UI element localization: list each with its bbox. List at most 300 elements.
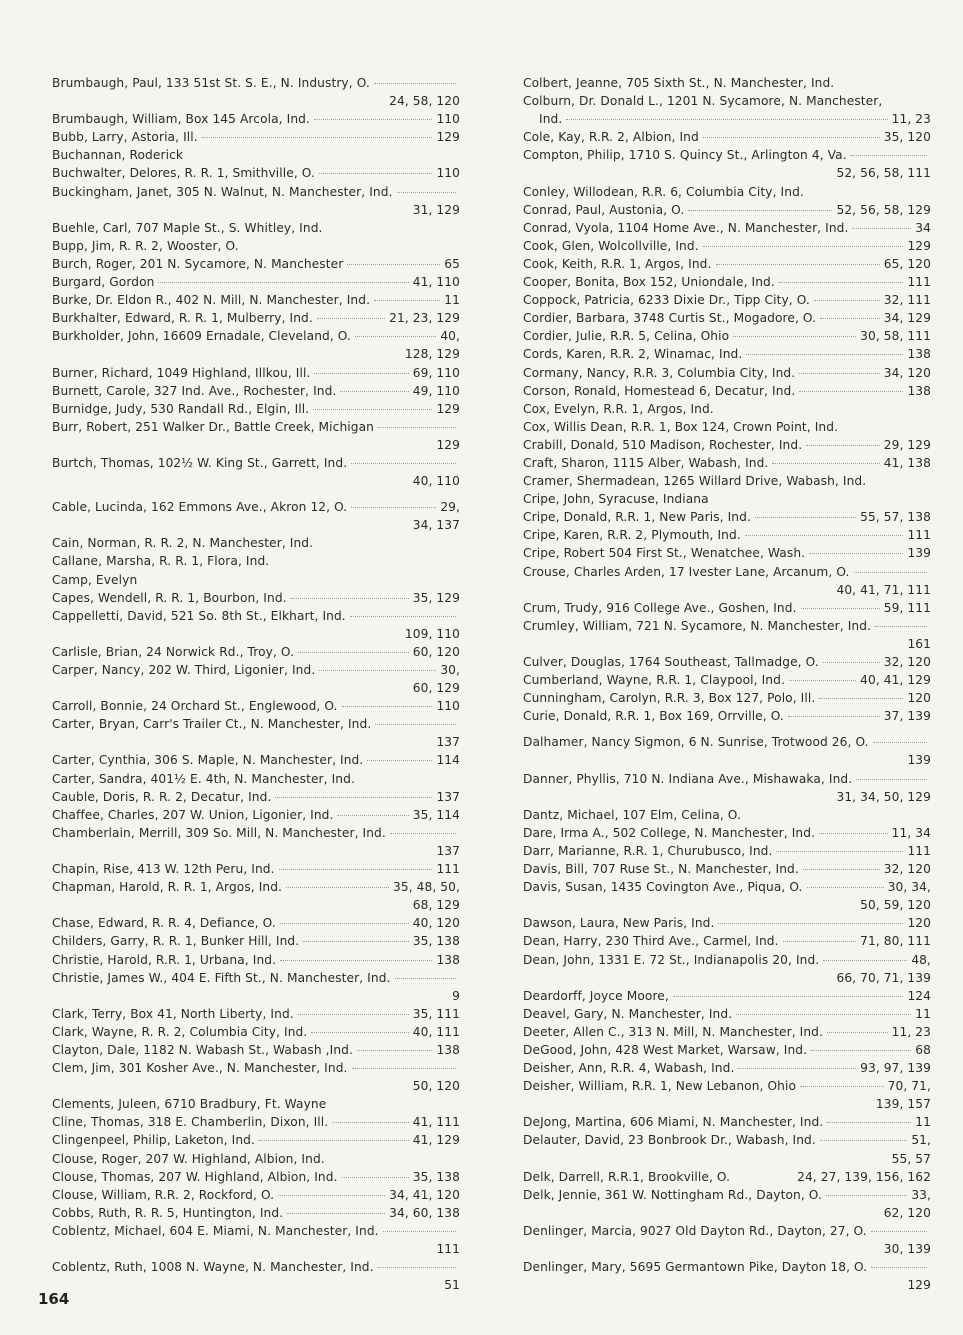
- entry-pages: 60, 120: [412, 644, 460, 659]
- entry-pages: 24, 27, 139, 156, 162: [797, 1169, 931, 1184]
- entry-line: [52, 237, 460, 255]
- entry-name: Coblentz, Michael, 604 E. Miami, N. Manchester, Ind.: [52, 1223, 379, 1238]
- entry-name: Cook, Glen, Wolcollville, Ind.: [523, 238, 699, 253]
- entry-line: [52, 255, 460, 273]
- index-entry: [523, 526, 931, 544]
- entry-name: Compton, Philip, 1710 S. Quincy St., Arlington 4, Va.: [523, 148, 847, 163]
- entry-line: [52, 770, 460, 788]
- entry-pages-continued: 31, 34, 50, 129: [836, 789, 931, 804]
- leader-dots: [799, 373, 880, 374]
- entry-name: Burr, Robert, 251 Walker Dr., Battle Creek, Michigan: [52, 419, 374, 434]
- leader-dots: [202, 137, 433, 138]
- index-entry: [523, 146, 931, 182]
- entry-pages-continued: 129: [436, 437, 460, 452]
- entry-line: [52, 534, 460, 552]
- entry-name: Conrad, Paul, Austonia, O.: [523, 202, 685, 217]
- leader-dots: [871, 1267, 927, 1268]
- entry-line: [52, 1041, 460, 1059]
- leader-dots: [317, 318, 385, 319]
- entry-pages: 41, 138: [883, 455, 931, 470]
- leader-dots: [733, 336, 856, 337]
- entry-name: Cole, Kay, R.R. 2, Albion, Ind: [523, 130, 699, 145]
- entry-pages-continued: 68, 129: [412, 898, 460, 913]
- leader-dots: [820, 1140, 907, 1141]
- leader-dots: [716, 264, 880, 265]
- entry-pages: 129: [436, 130, 460, 145]
- entry-name: DeJong, Martina, 606 Miami, N. Manchester, Ind.: [523, 1115, 824, 1130]
- entry-pages: 138: [436, 952, 460, 967]
- index-entry: [523, 689, 931, 707]
- entry-pages: 37, 139: [883, 709, 931, 724]
- entry-name: Buehle, Carl, 707 Maple St., S. Whitley, Ind.: [52, 220, 323, 235]
- entry-pages: 34, 120: [883, 365, 931, 380]
- entry-pages: 114: [436, 753, 460, 768]
- leader-dots: [332, 1122, 409, 1123]
- entry-line: [523, 824, 931, 842]
- entry-line: [523, 1113, 931, 1131]
- index-entry: [52, 552, 460, 570]
- index-entry: [52, 1023, 460, 1041]
- entry-name: Cook, Keith, R.R. 1, Argos, Ind.: [523, 256, 712, 271]
- leader-dots: [378, 1267, 456, 1268]
- leader-dots: [367, 760, 432, 761]
- entry-name: Brumbaugh, Paul, 133 51st St. S. E., N. Industry, O.: [52, 76, 370, 90]
- index-entry: [52, 1041, 460, 1059]
- entry-line: [52, 914, 460, 932]
- entry-pages: 49, 110: [412, 383, 460, 398]
- index-entry: [523, 842, 931, 860]
- entry-pages-continued: 128, 129: [404, 347, 460, 362]
- entry-name: Dare, Irma A., 502 College, N. Manchester, Ind.: [523, 825, 816, 840]
- entry-name: Conley, Willodean, R.R. 6, Columbia City, Ind.: [523, 184, 804, 199]
- entry-name: Burch, Roger, 201 N. Sycamore, N. Manchester: [52, 256, 344, 271]
- entry-line: [52, 751, 460, 769]
- entry-name: Colburn, Dr. Donald L., 1201 N. Sycamore, N. Manchester,: [523, 94, 883, 109]
- entry-line: [52, 1258, 460, 1276]
- entry-continuation-text: Ind.: [539, 112, 563, 127]
- index-entry: [523, 255, 931, 273]
- entry-line: [523, 128, 931, 146]
- leader-dots: [806, 445, 880, 446]
- entry-line: [523, 146, 931, 164]
- entry-line: [523, 860, 931, 878]
- entry-line: [52, 1222, 460, 1240]
- entry-name: Delauter, David, 23 Bonbrook Dr., Wabash, Ind.: [523, 1133, 816, 1148]
- index-entry: [523, 508, 931, 526]
- entry-line: [523, 490, 931, 508]
- leader-dots: [799, 391, 903, 392]
- index-entry: [523, 418, 931, 436]
- entry-name: Clem, Jim, 301 Kosher Ave., N. Manchester, Ind.: [52, 1061, 348, 1076]
- entry-name: Carper, Nancy, 202 W. Third, Ligonier, Ind.: [52, 663, 316, 677]
- entry-line: [523, 201, 931, 219]
- entry-continuation: [523, 110, 931, 128]
- leader-dots: [313, 409, 432, 410]
- entry-pages-continued: 24, 58, 120: [389, 94, 460, 109]
- index-entry: [52, 1258, 460, 1294]
- index-entry: [52, 146, 460, 164]
- index-entry: [523, 932, 931, 950]
- entry-line: [523, 617, 931, 635]
- index-entry: [52, 1005, 460, 1023]
- entry-pages-continued: 111: [436, 1242, 460, 1256]
- entry-pages: 137: [436, 789, 460, 804]
- leader-dots: [291, 598, 409, 599]
- entry-line: [52, 74, 460, 92]
- entry-pages: 40, 41, 129: [860, 673, 931, 688]
- leader-dots: [819, 698, 903, 699]
- entry-line: [523, 1222, 931, 1240]
- index-entry: [523, 707, 931, 725]
- entry-name: Cauble, Doris, R. R. 2, Decatur, Ind.: [52, 789, 272, 804]
- entry-name: Cordier, Barbara, 3748 Curtis St., Mogadore, O.: [523, 311, 817, 326]
- index-entry: [52, 1059, 460, 1095]
- entry-line: [523, 671, 931, 689]
- entry-line: [523, 1023, 931, 1041]
- entry-name: Crum, Trudy, 916 College Ave., Goshen, Ind.: [523, 600, 797, 615]
- entry-line: [52, 327, 460, 345]
- entry-line: [52, 498, 460, 516]
- index-entry: [523, 1113, 931, 1131]
- entry-line: [52, 715, 460, 733]
- entry-line: [52, 589, 460, 607]
- entry-line: [523, 599, 931, 617]
- entry-line: [52, 1150, 460, 1168]
- entry-pages: 110: [436, 112, 460, 127]
- leader-dots: [746, 354, 903, 355]
- entry-name: Curie, Donald, R.R. 1, Box 169, Orrville, O.: [523, 709, 784, 724]
- index-entry: [523, 1186, 931, 1222]
- entry-name: Deisher, William, R.R. 1, New Lebanon, Ohio: [523, 1079, 797, 1094]
- entry-line: [523, 987, 931, 1005]
- entry-pages-continued: 34, 137: [412, 518, 460, 533]
- index-entry: [52, 454, 460, 490]
- leader-dots: [814, 300, 880, 301]
- entry-pages: 11: [915, 1006, 931, 1021]
- entry-pages: 34, 129: [883, 311, 931, 326]
- entry-pages-continued: 60, 129: [412, 681, 460, 696]
- leader-dots: [278, 1195, 385, 1196]
- leader-dots: [856, 779, 927, 780]
- index-entry: [52, 1186, 460, 1204]
- index-entry: [523, 1005, 931, 1023]
- index-entry: [52, 1150, 460, 1168]
- index-entry: [523, 617, 931, 653]
- index-entry: [52, 824, 460, 860]
- entry-name: Davis, Susan, 1435 Covington Ave., Piqua, O.: [523, 880, 803, 895]
- entry-name: Dawson, Laura, New Paris, Ind.: [523, 916, 715, 931]
- entry-name: Buchannan, Roderick: [52, 148, 184, 163]
- leader-dots: [803, 869, 880, 870]
- entry-line: [523, 878, 931, 896]
- leader-dots: [259, 1140, 409, 1141]
- entry-pages: 52, 56, 58, 129: [836, 202, 931, 217]
- index-entry: [52, 697, 460, 715]
- entry-name: Buchwalter, Delores, R. R. 1, Smithville, O.: [52, 166, 315, 181]
- leader-dots: [280, 960, 432, 961]
- entry-line: [52, 454, 460, 472]
- leader-dots: [566, 119, 887, 120]
- entry-pages: 120: [907, 691, 931, 706]
- index-entry: [52, 400, 460, 418]
- index-entry: [52, 382, 460, 400]
- entry-pages: 29, 129: [883, 437, 931, 452]
- entry-name: Dean, John, 1331 E. 72 St., Indianapolis 20, Ind.: [523, 952, 820, 967]
- entry-pages: 110: [436, 166, 460, 181]
- index-entry: [52, 661, 460, 697]
- entry-line: [523, 842, 931, 860]
- entry-name: Deardorff, Joyce Moore,: [523, 988, 669, 1003]
- entry-name: Cordier, Julie, R.R. 5, Celina, Ohio: [523, 329, 730, 344]
- leader-dots: [337, 815, 408, 816]
- index-entry: [52, 273, 460, 291]
- leader-dots: [374, 83, 456, 84]
- entry-pages-continued: 66, 70, 71, 139: [836, 970, 931, 985]
- leader-dots: [873, 742, 927, 743]
- index-entry: [523, 733, 931, 769]
- entry-name: Burnidge, Judy, 530 Randall Rd., Elgin, Ill.: [52, 401, 310, 416]
- entry-name: Burkhalter, Edward, R. R. 1, Mulberry, Ind.: [52, 311, 313, 326]
- index-entry: [523, 1131, 931, 1167]
- entry-name: Denlinger, Mary, 5695 Germantown Pike, Dayton 18, O.: [523, 1260, 868, 1275]
- entry-line: [52, 273, 460, 291]
- entry-line: [52, 291, 460, 309]
- entry-pages: 30, 34,: [887, 880, 931, 895]
- index-entry: [523, 345, 931, 363]
- index-entry: [52, 364, 460, 382]
- entry-name: Carter, Bryan, Carr's Trailer Ct., N. Manchester, Ind.: [52, 717, 372, 732]
- entry-name: Corson, Ronald, Homestead 6, Decatur, Ind.: [523, 383, 796, 398]
- entry-line: [523, 689, 931, 707]
- entry-pages: 34: [915, 220, 931, 235]
- leader-dots: [340, 391, 408, 392]
- index-entry: [523, 237, 931, 255]
- index-entry: [523, 860, 931, 878]
- leader-dots: [703, 137, 880, 138]
- index-entry: [523, 878, 931, 914]
- entry-pages: 111: [907, 528, 931, 543]
- entry-line: [523, 526, 931, 544]
- index-entry: [52, 309, 460, 327]
- entry-name: Delk, Jennie, 361 W. Nottingham Rd., Dayton, O.: [523, 1187, 822, 1202]
- index-entry: [52, 951, 460, 969]
- index-entry: [52, 932, 460, 950]
- entry-name: Clements, Juleen, 6710 Bradbury, Ft. Wayne: [52, 1097, 327, 1112]
- entry-line: [523, 1258, 931, 1276]
- leader-dots: [688, 210, 832, 211]
- index-entry: [52, 110, 460, 128]
- leader-dots: [351, 507, 436, 508]
- leader-dots: [823, 960, 907, 961]
- entry-line: [523, 364, 931, 382]
- entry-pages: 138: [907, 383, 931, 398]
- entry-line: [523, 291, 931, 309]
- entry-line: [523, 508, 931, 526]
- entry-line: [52, 364, 460, 382]
- index-entry: [52, 1222, 460, 1258]
- entry-pages: 11, 23: [891, 112, 931, 127]
- entry-pages-continued: 50, 120: [412, 1079, 460, 1094]
- entry-pages-continued: 129: [907, 1278, 931, 1293]
- entry-line: [523, 1077, 931, 1095]
- entry-line: [523, 707, 931, 725]
- entry-line: [52, 164, 460, 182]
- entry-pages: 71, 80, 111: [860, 934, 931, 949]
- entry-name: Childers, Garry, R. R. 1, Bunker Hill, Ind.: [52, 934, 300, 949]
- entry-pages: 11, 34: [891, 825, 931, 840]
- index-entry: [523, 74, 931, 92]
- entry-name: Darr, Marianne, R.R. 1, Churubusco, Ind.: [523, 843, 773, 858]
- entry-name: Carroll, Bonnie, 24 Orchard St., Englewood, O.: [52, 699, 338, 714]
- entry-pages-continued: 50, 59, 120: [860, 898, 931, 913]
- entry-pages: 59, 111: [883, 600, 931, 615]
- index-entry: [523, 544, 931, 562]
- entry-pages-continued: 52, 56, 58, 111: [836, 166, 931, 181]
- index-entry: [523, 472, 931, 490]
- leader-dots: [378, 427, 456, 428]
- entry-line: [523, 382, 931, 400]
- index-entry: [523, 1023, 931, 1041]
- entry-name: Christie, James W., 404 E. Fifth St., N. Manchester, Ind.: [52, 970, 391, 985]
- entry-pages-continued: 62, 120: [883, 1205, 931, 1220]
- index-entry: [52, 183, 460, 219]
- leader-dots: [807, 887, 884, 888]
- entry-line: [523, 1168, 931, 1186]
- entry-pages-continued: 9: [452, 988, 460, 1003]
- entry-name: Cripe, John, Syracuse, Indiana: [523, 492, 709, 507]
- entry-line: [523, 1005, 931, 1023]
- entry-pages: 51,: [911, 1133, 931, 1148]
- entry-line: [52, 661, 460, 679]
- entry-name: Burtch, Thomas, 102½ W. King St., Garrett, Ind.: [52, 455, 348, 470]
- index-entry: [523, 454, 931, 472]
- index-entry: [52, 418, 460, 454]
- leader-dots: [826, 1195, 907, 1196]
- entry-pages: 40, 120: [412, 916, 460, 931]
- entry-name: Cormany, Nancy, R.R. 3, Columbia City, Ind.: [523, 365, 796, 380]
- entry-line: [523, 653, 931, 671]
- entry-line: [52, 1005, 460, 1023]
- entry-pages: 11: [444, 293, 460, 308]
- entry-name: Cripe, Donald, R.R. 1, New Paris, Ind.: [523, 510, 751, 525]
- entry-line: [523, 1186, 931, 1204]
- leader-dots: [827, 1032, 888, 1033]
- entry-line: [52, 382, 460, 400]
- leader-dots: [755, 517, 856, 518]
- entry-line: [523, 1059, 931, 1077]
- entry-line: [523, 472, 931, 490]
- index-entry: [523, 987, 931, 1005]
- leader-dots: [811, 1050, 911, 1051]
- leader-dots: [819, 833, 888, 834]
- entry-name: Clouse, William, R.R. 2, Rockford, O.: [52, 1187, 275, 1202]
- entry-pages: 124: [907, 988, 931, 1003]
- index-entry: [52, 806, 460, 824]
- entry-name: Brumbaugh, William, Box 145 Arcola, Ind.: [52, 112, 310, 127]
- entry-name: Carter, Cynthia, 306 S. Maple, N. Manchester, Ind.: [52, 753, 364, 768]
- entry-pages-continued: 51: [444, 1278, 460, 1293]
- right-column: [523, 74, 931, 1294]
- entry-pages: 138: [907, 347, 931, 362]
- entry-line: [523, 1131, 931, 1149]
- index-entry: [523, 201, 931, 219]
- entry-line: [523, 932, 931, 950]
- entry-line: [523, 309, 931, 327]
- entry-pages: 35, 120: [883, 130, 931, 145]
- entry-name: Chapin, Rise, 413 W. 12th Peru, Ind.: [52, 862, 275, 877]
- entry-line: [52, 607, 460, 625]
- entry-pages: 11, 23: [891, 1024, 931, 1039]
- entry-name: Clark, Wayne, R. R. 2, Columbia City, Ind.: [52, 1024, 308, 1039]
- entry-pages-continued: 137: [436, 843, 460, 858]
- leader-dots: [779, 282, 904, 283]
- index-entry: [523, 671, 931, 689]
- index-entry: [523, 806, 931, 824]
- index-entry: [52, 291, 460, 309]
- entry-name: Cords, Karen, R.R. 2, Winamac, Ind.: [523, 347, 743, 362]
- entry-pages: 30,: [440, 663, 460, 677]
- index-entry: [523, 364, 931, 382]
- entry-name: Colbert, Jeanne, 705 Sixth St., N. Manchester, Ind.: [523, 76, 835, 90]
- entry-line: [52, 110, 460, 128]
- leader-dots: [789, 680, 856, 681]
- index-entry: [52, 914, 460, 932]
- entry-line: [52, 1113, 460, 1131]
- leader-dots: [280, 923, 409, 924]
- index-entry: [52, 1168, 460, 1186]
- entry-pages: 65: [444, 256, 460, 271]
- leader-dots: [827, 1122, 911, 1123]
- entry-name: Cobbs, Ruth, R. R. 5, Huntington, Ind.: [52, 1205, 284, 1220]
- leader-dots: [703, 246, 904, 247]
- entry-line: [52, 309, 460, 327]
- entry-pages: 69, 110: [412, 365, 460, 380]
- entry-line: [52, 1059, 460, 1077]
- index-entry: [52, 969, 460, 1005]
- entry-name: Burke, Dr. Eldon R., 402 N. Mill, N. Manchester, Ind.: [52, 293, 371, 308]
- entry-line: [52, 1095, 460, 1113]
- leader-dots: [314, 373, 408, 374]
- leader-dots: [800, 1086, 884, 1087]
- entry-line: [523, 183, 931, 201]
- leader-dots: [809, 553, 903, 554]
- entry-name: Cox, Evelyn, R.R. 1, Argos, Ind.: [523, 401, 714, 416]
- entry-name: Deavel, Gary, N. Manchester, Ind.: [523, 1006, 733, 1021]
- leader-dots: [351, 463, 456, 464]
- index-entry: [52, 1204, 460, 1222]
- entry-pages: 40, 111: [412, 1024, 460, 1039]
- entry-name: Clouse, Roger, 207 W. Highland, Albion, Ind.: [52, 1151, 325, 1166]
- index-entry: [52, 1095, 460, 1113]
- entry-pages: 34, 41, 120: [389, 1187, 460, 1202]
- entry-line: [523, 255, 931, 273]
- index-entry: [523, 291, 931, 309]
- entry-name: Conrad, Vyola, 1104 Home Ave., N. Manchester, Ind.: [523, 220, 849, 235]
- entry-pages-continued: 30, 139: [883, 1242, 931, 1256]
- entry-name: Cappelletti, David, 521 So. 8th St., Elkhart, Ind.: [52, 608, 346, 623]
- index-entry: [523, 1258, 931, 1294]
- leader-dots: [350, 616, 456, 617]
- entry-pages: 35, 138: [412, 1169, 460, 1184]
- entry-line: [523, 237, 931, 255]
- index-entry: [523, 273, 931, 291]
- leader-dots: [287, 1213, 385, 1214]
- index-entry: [52, 1113, 460, 1131]
- entry-name: Cable, Lucinda, 162 Emmons Ave., Akron 12, O.: [52, 500, 348, 515]
- entry-line: [523, 806, 931, 824]
- entry-line: [52, 824, 460, 842]
- index-entry: [523, 92, 931, 128]
